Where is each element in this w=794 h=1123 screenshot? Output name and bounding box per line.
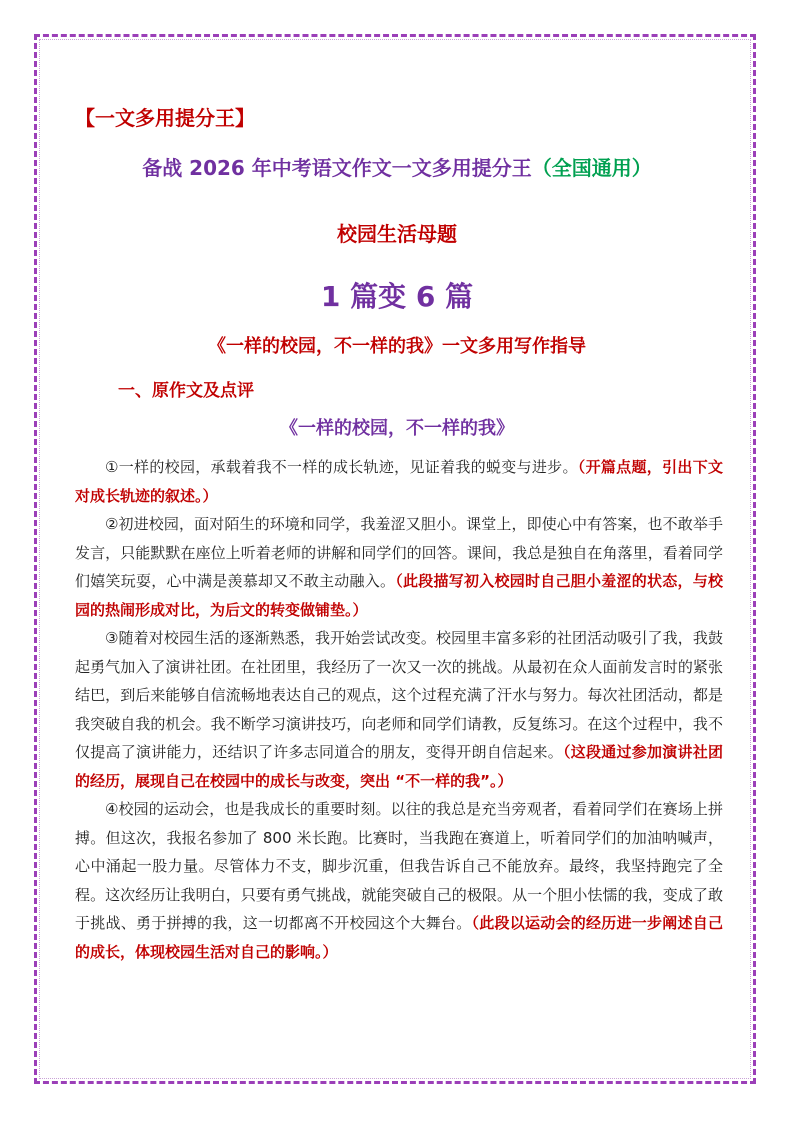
essay-body [75, 453, 723, 966]
essay-paragraph-3 [75, 624, 723, 795]
paragraph-text: ④校园的运动会，也是我成长的重要时刻。以往的我总是充当旁观者，看着同学们在赛场上拼搏。但这次，我报名参加了 800 米长跑。比赛时，当我跑在赛道上，听着同学们的加油呐喊声，心中涌起一股力量。尽管体力不支，脚步沉重，但我告诉自己不能放弃。最终，我坚持跑完了全程。这次经历让我明白，只要有勇气挑战，就能突破自己的极限。从一个胆小怯懦的我，变成了敢于挑战、勇于拼搏的我，这一切都离不开校园这个大舞台。 [75, 800, 723, 932]
topic-subtitle: 校园生活母题 [337, 222, 457, 246]
series-label: 【一文多用提分王】 [75, 106, 255, 130]
document-title [0, 152, 794, 181]
document-title-text: 备战 2026 年中考语文作文一文多用提分王 [142, 156, 532, 180]
paragraph-comment: （这段通过参加演讲社团的经历，展现自己在校园中的成长与改变，突出 “不一样的我”。） [75, 743, 723, 790]
paragraph-comment: （此段以运动会的经历进一步阐述自己的成长，体现校园生活对自己的影响。） [75, 914, 723, 961]
headline: 1 篇变 6 篇 [320, 280, 474, 313]
document-title-suffix: （全国通用） [531, 156, 652, 180]
paragraph-comment: （此段描写初入校园时自己胆小羞涩的状态，与校园的热闹形成对比，为后文的转变做铺垫。） [75, 572, 723, 619]
paragraph-text: ①一样的校园，承载着我不一样的成长轨迹，见证着我的蜕变与进步。 [105, 458, 578, 476]
section-heading: 一、原作文及点评 [118, 381, 254, 401]
essay-paragraph-4 [75, 795, 723, 966]
guide-title: 《一样的校园，不一样的我》一文多用写作指导 [208, 336, 586, 357]
essay-title: 《一样的校园，不一样的我》 [280, 418, 514, 439]
paragraph-comment: （开篇点题，引出下文对成长轨迹的叙述。） [75, 458, 723, 505]
essay-paragraph-1 [75, 453, 723, 510]
essay-paragraph-2 [75, 510, 723, 624]
paragraph-text: ③随着对校园生活的逐渐熟悉，我开始尝试改变。校园里丰富多彩的社团活动吸引了我，我鼓起勇气加入了演讲社团。在社团里，我经历了一次又一次的挑战。从最初在众人面前发言时的紧张结巴，到后来能够自信流畅地表达自己的观点，这个过程充满了汗水与努力。每次社团活动，都是我突破自我的机会。我不断学习演讲技巧，向老师和同学们请教，反复练习。在这个过程中，我不仅提高了演讲能力，还结识了许多志同道合的朋友，变得开朗自信起来。 [75, 629, 723, 761]
paragraph-text: ②初进校园，面对陌生的环境和同学，我羞涩又胆小。课堂上，即使心中有答案，也不敢举手发言，只能默默在座位上听着老师的讲解和同学们的回答。课间，我总是独自在角落里，看着同学们嬉笑玩耍，心中满是羡慕却又不敢主动融入。 [75, 515, 723, 590]
